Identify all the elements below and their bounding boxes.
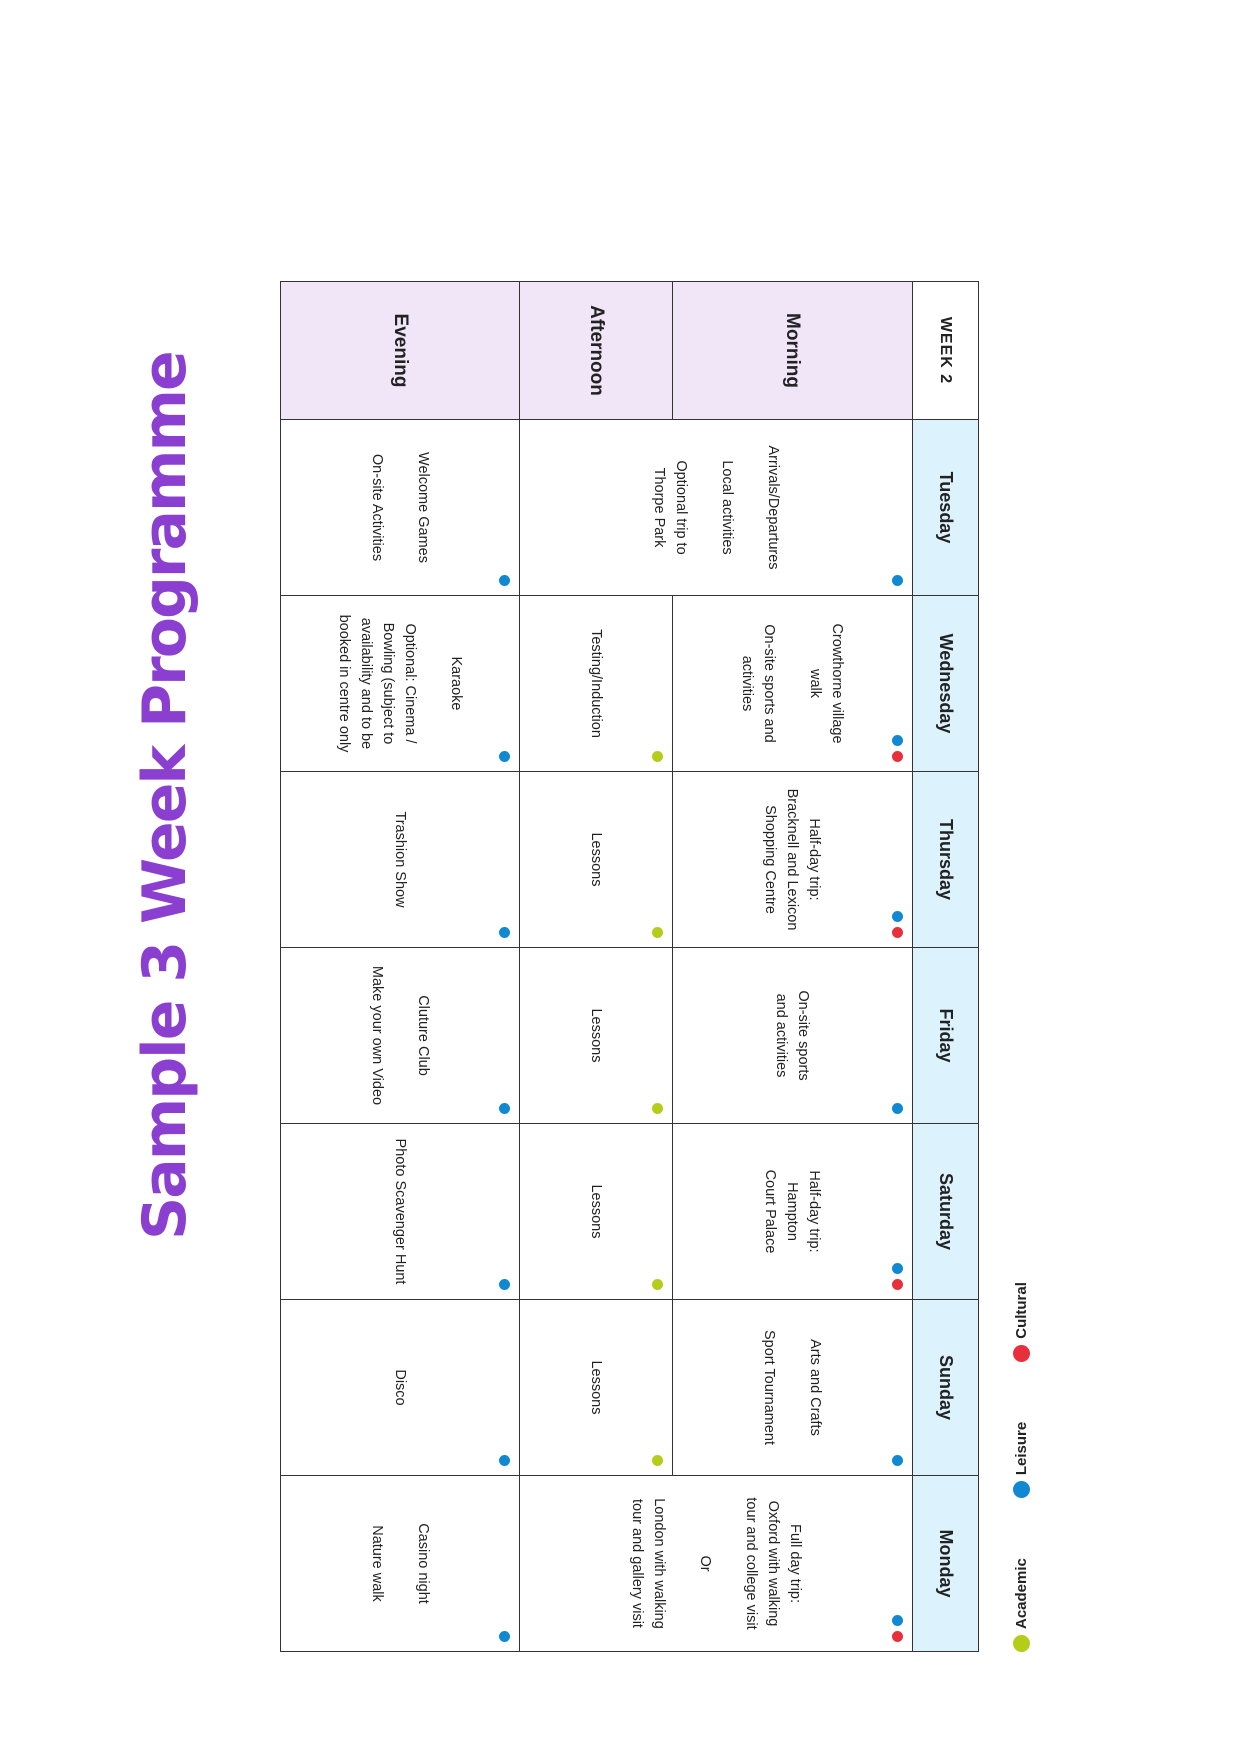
day-header-monday: Monday [913, 1476, 979, 1652]
activity-text: Crowthorne village [829, 623, 846, 744]
leisure-dot-icon [499, 575, 510, 586]
activity-text: On-site Activities [369, 453, 385, 562]
activity-text: Lessons [588, 1184, 604, 1239]
evening-row [281, 282, 520, 1652]
cell-tuesday-morning-afternoon [520, 420, 913, 596]
legend-label: Leisure [1013, 1421, 1030, 1476]
cultural-dot-icon [892, 927, 903, 938]
cultural-dot-icon [892, 1279, 903, 1290]
cultural-dot-icon [892, 1631, 903, 1642]
academic-dot-icon [1013, 1635, 1030, 1652]
activity-text: Lessons [588, 1360, 604, 1415]
leisure-dot-icon [892, 1455, 903, 1466]
day-header-wednesday: Wednesday [913, 596, 979, 772]
activity-text: Shopping Centre [762, 805, 779, 914]
activity-text: Optional trip to [673, 460, 689, 555]
cell-sunday-morning [673, 1300, 913, 1476]
leisure-dot-icon [892, 1615, 903, 1626]
header-row [913, 282, 979, 1652]
activity-text: Or [697, 1555, 713, 1572]
day-header-tuesday: Tuesday [913, 420, 979, 596]
cell-thursday-evening [281, 772, 520, 948]
cell-saturday-evening [281, 1124, 520, 1300]
activity-text: Court Palace [762, 1169, 779, 1254]
week-label: WEEK 2 [913, 282, 979, 420]
cell-friday-evening [281, 948, 520, 1124]
period-label-morning: Morning [673, 282, 913, 420]
leisure-dot-icon [499, 1279, 510, 1290]
cell-friday-afternoon [520, 948, 673, 1124]
leisure-dot-icon [892, 735, 903, 746]
activity-text: Nature walk [369, 1525, 385, 1602]
activity-dots [499, 1279, 510, 1290]
activity-text: Thorpe Park [651, 467, 667, 548]
cell-wednesday-morning [673, 596, 913, 772]
activity-dots [892, 1615, 903, 1642]
academic-dot-icon [652, 927, 663, 938]
academic-dot-icon [652, 1455, 663, 1466]
activity-dots [499, 1455, 510, 1466]
leisure-dot-icon [892, 911, 903, 922]
activity-text: Arts and Crafts [807, 1339, 824, 1436]
leisure-dot-icon [892, 1263, 903, 1274]
activity-text: Bowling (subject to [380, 622, 396, 745]
activity-text: walk [807, 668, 824, 698]
cell-saturday-morning [673, 1124, 913, 1300]
activity-text: Karaoke [448, 656, 464, 711]
activity-dots [652, 927, 663, 938]
cell-thursday-afternoon [520, 772, 673, 948]
activity-text: activities [739, 655, 756, 712]
activity-dots [892, 911, 903, 938]
cell-sunday-afternoon [520, 1300, 673, 1476]
leisure-dot-icon [499, 751, 510, 762]
leisure-dot-icon [499, 1631, 510, 1642]
cell-friday-morning [673, 948, 913, 1124]
activity-text: Casino night [415, 1523, 431, 1604]
academic-dot-icon [652, 751, 663, 762]
activity-dots [652, 1103, 663, 1114]
activity-dots [892, 1263, 903, 1290]
activity-text: On-site sports and [761, 624, 778, 743]
cultural-dot-icon [892, 751, 903, 762]
activity-text: Oxford with walking [765, 1500, 781, 1627]
activity-text: Lessons [588, 1008, 604, 1063]
cell-tuesday-evening [281, 420, 520, 596]
activity-text: tour and college visit [743, 1497, 759, 1630]
leisure-dot-icon [499, 1455, 510, 1466]
activity-text: Photo Scavenger Hunt [392, 1138, 408, 1285]
activity-dots [499, 575, 510, 586]
activity-dots [499, 1103, 510, 1114]
activity-text: Trashion Show [392, 811, 408, 908]
activity-text: Full day trip: [787, 1524, 803, 1603]
cell-thursday-morning [673, 772, 913, 948]
day-header-friday: Friday [913, 948, 979, 1124]
academic-dot-icon [652, 1279, 663, 1290]
cell-wednesday-afternoon [520, 596, 673, 772]
activity-text: On-site sports [795, 990, 812, 1081]
legend-item-cultural [1013, 1282, 1030, 1362]
activity-text: Make your own Video [369, 965, 385, 1106]
leisure-dot-icon [499, 927, 510, 938]
activity-text: and activities [773, 993, 790, 1078]
activity-dots [652, 751, 663, 762]
activity-text: booked in centre only [336, 614, 352, 753]
cell-monday-evening [281, 1476, 520, 1652]
day-header-sunday: Sunday [913, 1300, 979, 1476]
activity-text: availability and to be [358, 617, 374, 750]
cell-wednesday-evening [281, 596, 520, 772]
activity-text: Testing/Induction [588, 629, 604, 738]
leisure-dot-icon [892, 1103, 903, 1114]
legend-item-academic [1013, 1558, 1030, 1652]
activity-dots [892, 735, 903, 762]
schedule-table [281, 281, 979, 1651]
activity-dots [652, 1455, 663, 1466]
morning-row [673, 282, 913, 1652]
cell-monday-morning-afternoon [520, 1476, 913, 1652]
activity-dots [499, 1631, 510, 1642]
cell-sunday-evening [281, 1300, 520, 1476]
activity-text: Welcome Games [415, 452, 431, 563]
activity-text: tour and gallery visit [629, 1499, 645, 1628]
activity-text: Sport Tournament [761, 1330, 778, 1445]
day-header-saturday: Saturday [913, 1124, 979, 1300]
activity-dots [652, 1279, 663, 1290]
activity-dots [499, 927, 510, 938]
activity-text: Arrivals/Departures [765, 445, 781, 570]
activity-dots [499, 751, 510, 762]
day-header-thursday: Thursday [913, 772, 979, 948]
activity-text: Bracknell and Lexicon [784, 788, 801, 931]
legend-item-leisure [1013, 1422, 1030, 1498]
activity-text: Hampton [784, 1182, 801, 1241]
activity-text: Local activities [719, 460, 735, 555]
academic-dot-icon [652, 1103, 663, 1114]
legend-label: Academic [1013, 1558, 1030, 1629]
activity-text: London with walking [651, 1498, 667, 1629]
activity-text: Half-day trip: [806, 818, 823, 901]
activity-text: Lessons [588, 832, 604, 887]
cultural-dot-icon [1013, 1345, 1030, 1362]
activity-text: Half-day trip: [806, 1170, 823, 1253]
cell-saturday-afternoon [520, 1124, 673, 1300]
activity-dots [892, 1455, 903, 1466]
activity-text: Disco [392, 1369, 408, 1406]
legend [1013, 1222, 1030, 1652]
period-label-evening: Evening [281, 282, 520, 420]
leisure-dot-icon [1013, 1481, 1030, 1498]
page-title: Sample 3 Week Programme [130, 352, 200, 1240]
leisure-dot-icon [499, 1103, 510, 1114]
period-label-afternoon: Afternoon [520, 282, 673, 420]
leisure-dot-icon [892, 575, 903, 586]
legend-label: Cultural [1013, 1282, 1030, 1339]
activity-text: Optional: Cinema / [402, 623, 418, 744]
activity-text: Cluture Club [415, 995, 431, 1076]
activity-dots [892, 1103, 903, 1114]
activity-dots [892, 575, 903, 586]
